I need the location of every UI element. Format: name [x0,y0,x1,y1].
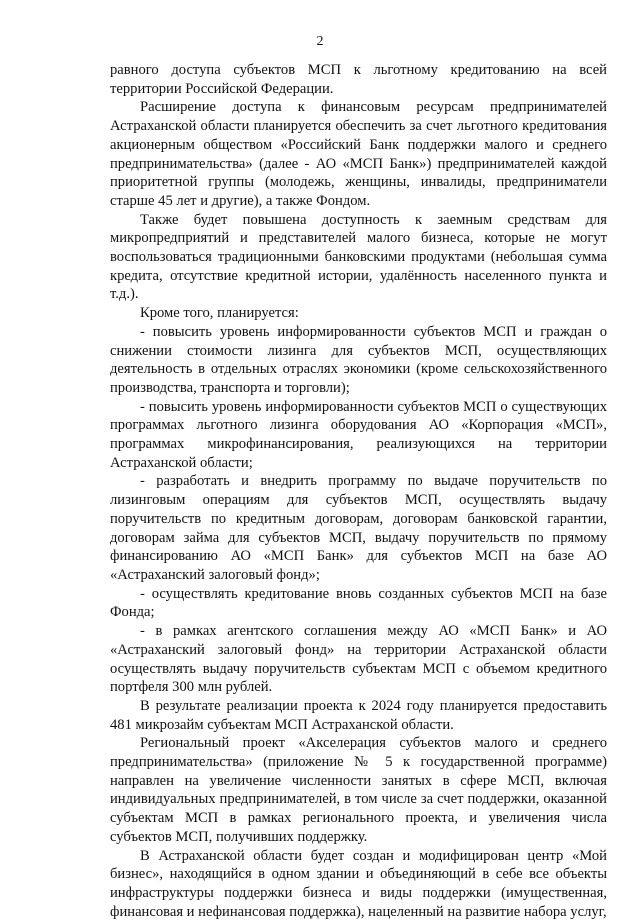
paragraph-microloans-result: В результате реализации проекта к 2024 году планируется предоставить 481 микрозайм субъектам МСП Астраханской области. [110,697,607,733]
paragraph-continuation: равного доступа субъектов МСП к льготному кредитованию на всей территории Российской Федерации. [110,62,607,97]
paragraph-acceleration-project: Региональный проект «Акселерация субъектов малого и среднего предпринимательства» (приложение № 5 к государственной программе) направлен на увеличение численности занятых в сфере МСП, включая индивидуальных предпринимателей, в том числе за счет поддержки, оказанной субъектам МСП в рамках регионального проекта, и увеличения числа субъектов МСП, получивших поддержку. [110,735,607,845]
paragraph-financial-access: Расширение доступа к финансовым ресурсам предпринимателей Астраханской области планируется обеспечить за счет льготного кредитования акционерным обществом «Российский Банк поддержки малого и среднего предпринимательства» (далее - АО «МСП Банк») предпринимателей каждой приоритетной группы (молодежь, женщины, инвалиды, предприниматели старше 45 лет и другие), а также Фондом. [110,99,607,209]
page-number: 2 [316,34,324,49]
list-item-guarantee-program: - разработать и внедрить программу по выдаче поручительств по лизинговым операциям для субъектов МСП, осуществлять выдачу поручительств по кредитным договорам, договорам банковской гарантии, договорам займа для субъектов МСП, выдачу поручительств по прямому финансированию АО «МСП Банк» для субъектов МСП на базе АО «Астраханский залоговый фонд»; [110,473,607,583]
list-item-new-business-lending: - осуществлять кредитование вновь созданных субъектов МСП на базе Фонда; [110,585,607,621]
list-item-programs-awareness: - повысить уровень информированности субъектов МСП о существующих программах льготного лизинга оборудования АО «Корпорация «МСП», программах микрофинансирования, реализующихся на территории Астраханской области; [110,398,607,471]
list-item-agency-agreement: - в рамках агентского соглашения между АО «МСП Банк» и АО «Астраханский залоговый фонд» на территории Астраханской области осуществлять выдачу поручительств субъектам МСП с объемом кредитного портфеля 300 млн рублей. [110,623,607,696]
paragraph-plans-intro: Кроме того, планируется: [140,305,299,322]
paragraph-loan-availability: Также будет повышена доступность к заемным средствам для микропредприятий и представителей малого бизнеса, которые не могут воспользоваться традиционными банковскими продуктами (небольшая сумма кредита, отсутствие кредитной истории, удалённость населенного пункта и т.д.). [110,211,607,303]
paragraph-my-business-center: В Астраханской области будет создан и модифицирован центр «Мой бизнес», находящийся в одном здании и объединяющий в себе все объекты инфраструктуры поддержки бизнеса и виды поддержки (имущественная, финансовая и нефинансовая поддержка), нацеленный на развитие набора услуг, [110,847,607,920]
list-item-leasing-awareness: - повысить уровень информированности субъектов МСП и граждан о снижении стоимости лизинга для субъектов МСП, осуществляющих деятельность в отдельных отраслях экономики (кроме сельскохозяйственного производства, транспорта и торговли); [110,323,607,396]
document-body [110,61,607,921]
